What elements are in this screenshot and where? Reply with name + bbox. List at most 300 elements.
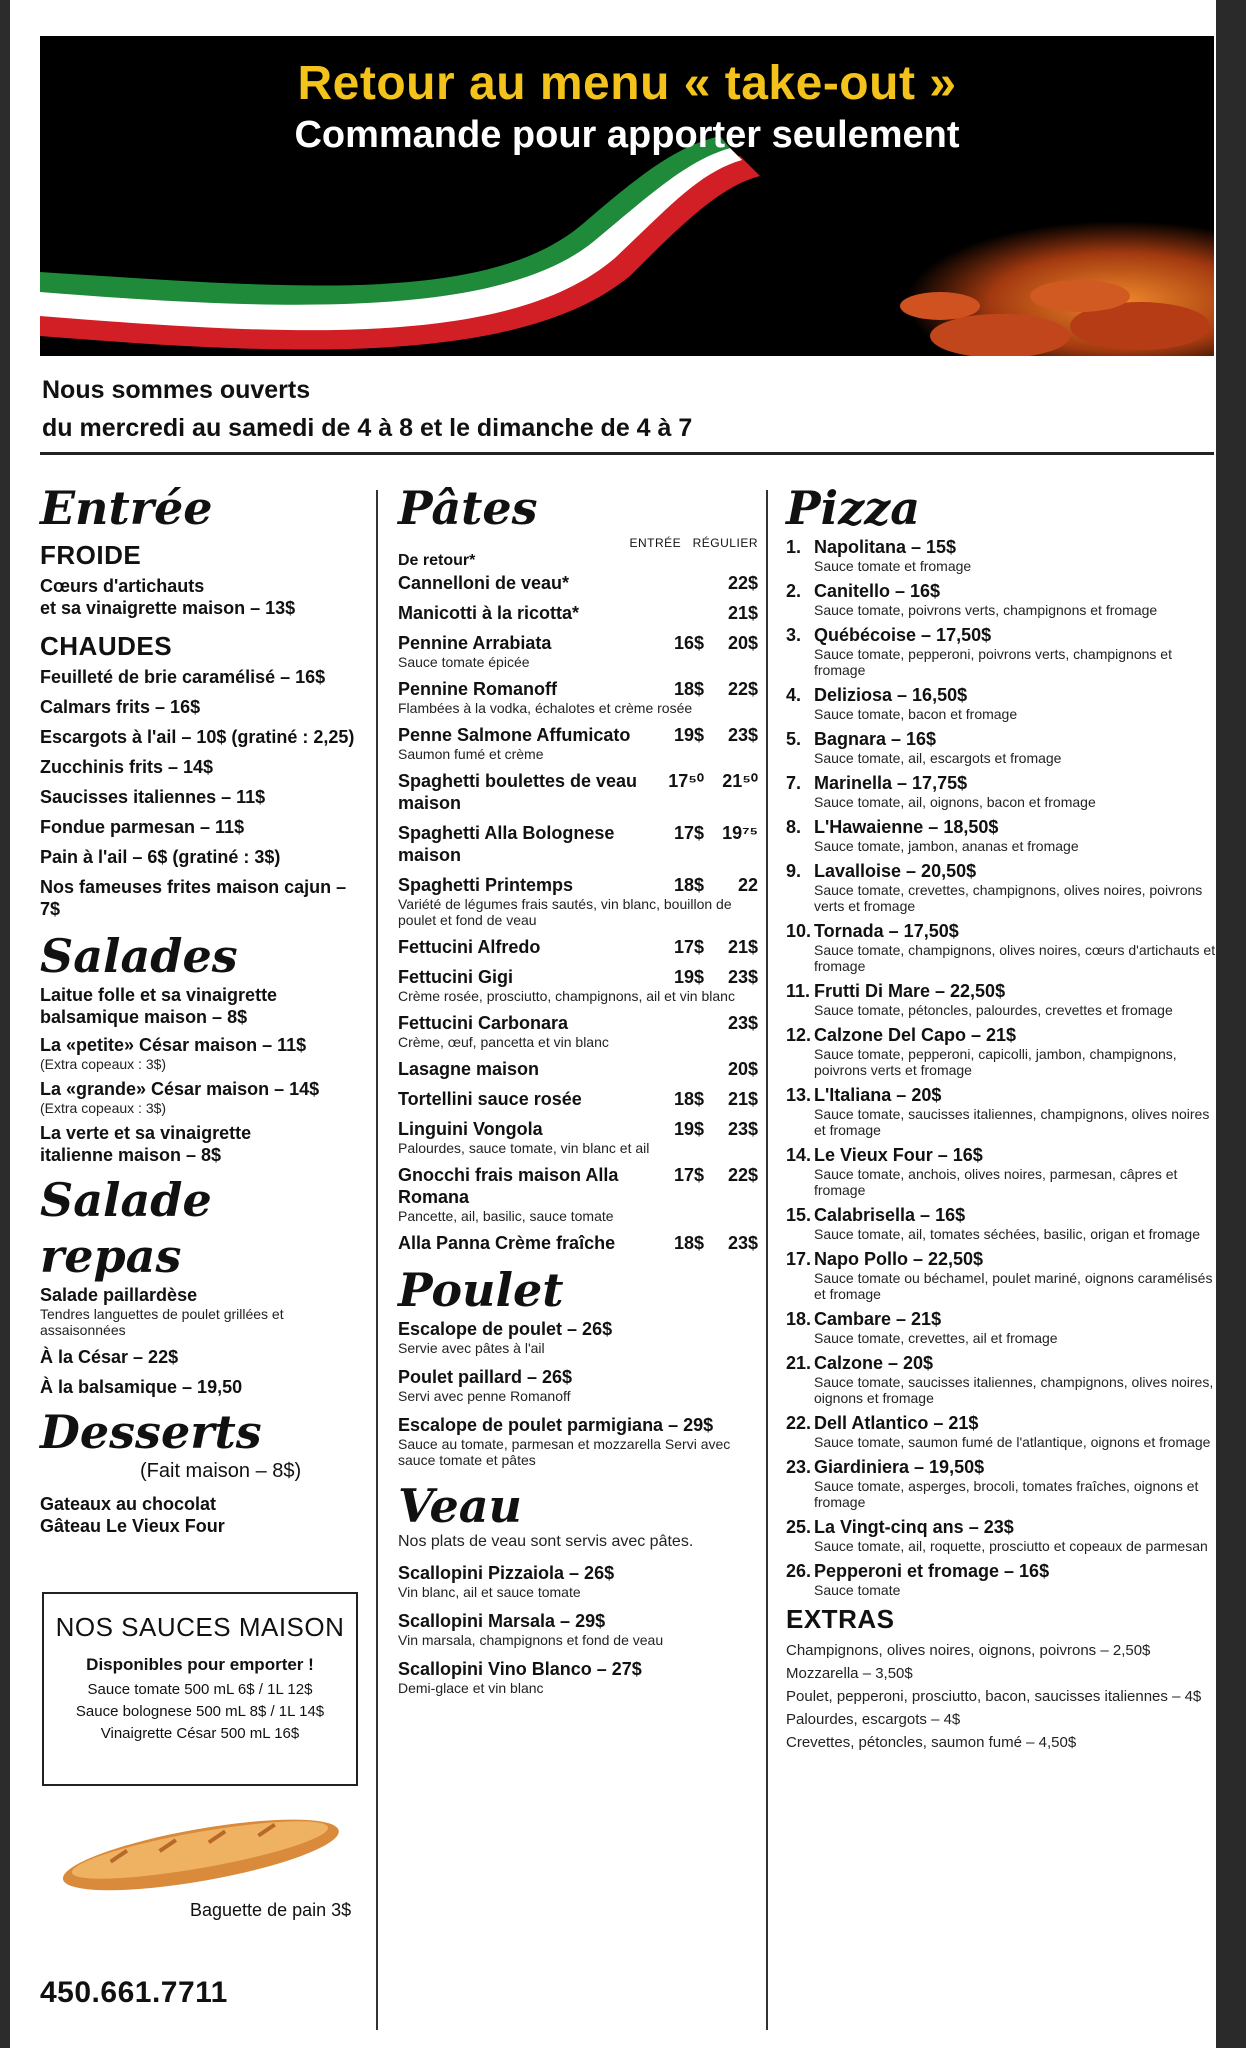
price-entree: 17$ xyxy=(673,1165,704,1185)
poulet-item-name: Escalope de poulet parmigiana – 29$ xyxy=(398,1415,714,1435)
price-entree: 16$ xyxy=(673,633,704,653)
pasta-row xyxy=(398,678,758,700)
menu-item: Gâteau Le Vieux Four xyxy=(40,1516,225,1536)
pasta-row xyxy=(398,602,758,624)
pasta-item xyxy=(398,966,758,1004)
pasta-description: Crème rosée, prosciutto, champignons, ail et vin blanc xyxy=(398,988,735,1004)
price-regulier: 22$ xyxy=(727,573,758,593)
pasta-name: Spaghetti boulettes de veau maison xyxy=(398,771,638,813)
pasta-item xyxy=(398,1164,758,1224)
pizza-body xyxy=(814,624,1216,678)
pizza-description: Sauce tomate, saumon fumé de l'atlantique, oignons et fromage xyxy=(814,1434,1211,1450)
pizza-body xyxy=(814,772,1216,810)
pizza-name: Canitello – 16$ xyxy=(814,581,941,601)
pasta-row xyxy=(398,874,758,896)
column-right xyxy=(786,480,1216,1754)
menu-item: Nos fameuses frites maison cajun – 7$ xyxy=(40,877,347,919)
pizza-description: Sauce tomate, saucisses italiennes, champignons, olives noires, oignons et fromage xyxy=(814,1374,1214,1406)
pizza-item xyxy=(786,1024,1216,1078)
section-title-pates: Pâtes xyxy=(398,481,538,535)
pasta-row xyxy=(398,822,758,866)
pizza-name: Le Vieux Four – 16$ xyxy=(814,1145,983,1165)
veau-item-description: Vin marsala, champignons et fond de veau xyxy=(398,1632,664,1648)
pasta-row xyxy=(398,1118,758,1140)
subsection-chaudes: CHAUDES xyxy=(40,631,173,661)
veau-item xyxy=(398,1658,758,1696)
pizza-body xyxy=(814,1560,1216,1598)
pizza-description: Sauce tomate, pepperoni, poivrons verts, champignons et fromage xyxy=(814,646,1172,678)
pizza-body xyxy=(814,684,1216,722)
price-entree: 18$ xyxy=(673,1233,704,1253)
pasta-item xyxy=(398,678,758,716)
menu-item: À la balsamique – 19,50 xyxy=(40,1377,243,1397)
pasta-row xyxy=(398,770,758,814)
pasta-row xyxy=(398,966,758,988)
pizza-body xyxy=(814,536,1216,574)
pasta-item xyxy=(398,1232,758,1254)
section-title-salades: Salades xyxy=(40,929,238,983)
baguette-image xyxy=(50,1800,350,1900)
pizza-item xyxy=(786,728,1216,766)
pasta-row xyxy=(398,572,758,594)
menu-item: balsamique maison – 8$ xyxy=(40,1007,248,1027)
pasta-item xyxy=(398,770,758,814)
veau-item-description: Vin blanc, ail et sauce tomate xyxy=(398,1584,581,1600)
pizza-list xyxy=(786,536,1216,1598)
pasta-item xyxy=(398,572,758,594)
price-entree: 19$ xyxy=(673,967,704,987)
pizza-body xyxy=(814,1308,1216,1346)
pizza-item xyxy=(786,860,1216,914)
pizza-item xyxy=(786,1516,1216,1554)
pasta-description: Crème, œuf, pancetta et vin blanc xyxy=(398,1034,609,1050)
pizza-description: Sauce tomate, bacon et fromage xyxy=(814,706,1018,722)
pizza-item xyxy=(786,1352,1216,1406)
price-regulier: 23$ xyxy=(727,967,758,987)
pasta-row xyxy=(398,936,758,958)
section-title-salade-repas: Salade repas xyxy=(40,1173,212,1283)
col-entree: ENTRÉE xyxy=(629,536,682,550)
pizza-name: Calabrisella – 16$ xyxy=(814,1205,966,1225)
pasta-list xyxy=(398,572,758,1254)
poulet-list xyxy=(398,1318,758,1468)
extras-list xyxy=(786,1639,1216,1754)
pizza-body xyxy=(814,1204,1216,1242)
pizza-name: Deliziosa – 16,50$ xyxy=(814,685,968,705)
menu-item: Fondue parmesan – 11$ xyxy=(40,817,245,837)
menu-item: La «petite» César maison – 11$ xyxy=(40,1035,307,1055)
pasta-name: Gnocchi frais maison Alla Romana xyxy=(398,1165,619,1207)
pasta-name: Penne Salmone Affumicato xyxy=(398,725,631,745)
pizza-number: 4. xyxy=(786,685,802,705)
pizza-body xyxy=(814,580,1216,618)
pasta-item xyxy=(398,602,758,624)
pizza-description: Sauce tomate, ail, oignons, bacon et fromage xyxy=(814,794,1096,810)
baguette-label: Baguette de pain 3$ xyxy=(190,1900,352,1920)
pizza-body xyxy=(814,1352,1216,1406)
pizza-body xyxy=(814,1084,1216,1138)
menu-item: Gateaux au chocolat xyxy=(40,1494,217,1514)
right-border xyxy=(1216,0,1246,2048)
column-middle xyxy=(398,480,758,1706)
price-entree: 19$ xyxy=(673,1119,704,1139)
section-title-entree: Entrée xyxy=(40,481,213,535)
subsection-froide: FROIDE xyxy=(40,540,142,570)
pizza-item xyxy=(786,1456,1216,1510)
sauces-title: NOS SAUCES MAISON xyxy=(55,1612,345,1642)
pizza-name: Marinella – 17,75$ xyxy=(814,773,968,793)
price-entree: 18$ xyxy=(673,679,704,699)
pasta-prices xyxy=(650,1118,758,1140)
pizza-item xyxy=(786,920,1216,974)
pizza-item xyxy=(786,624,1216,678)
pizza-name: L'Hawaienne – 18,50$ xyxy=(814,817,999,837)
pizza-item xyxy=(786,536,1216,574)
menu-item: La verte et sa vinaigrette xyxy=(40,1123,252,1143)
pizza-name: Giardiniera – 19,50$ xyxy=(814,1457,985,1477)
pizza-description: Sauce tomate, ail, tomates séchées, basilic, origan et fromage xyxy=(814,1226,1200,1242)
pizza-number: 10. xyxy=(786,921,812,941)
price-entree xyxy=(650,572,704,594)
extra-item: Poulet, pepperoni, prosciutto, bacon, saucisses italiennes – 4$ xyxy=(786,1688,1202,1705)
pizza-item xyxy=(786,684,1216,722)
pasta-row xyxy=(398,724,758,746)
pasta-prices xyxy=(650,1232,758,1254)
pasta-row xyxy=(398,1232,758,1254)
section-title-veau: Veau xyxy=(398,1479,522,1533)
de-retour-note: De retour* xyxy=(398,552,476,569)
price-regulier: 21$ xyxy=(727,1089,758,1109)
pizza-name: Calzone – 20$ xyxy=(814,1353,934,1373)
pasta-prices xyxy=(650,966,758,988)
price-regulier: 22$ xyxy=(727,679,758,699)
menu-item: À la César – 22$ xyxy=(40,1347,179,1367)
pasta-prices xyxy=(650,770,758,792)
pizza-item xyxy=(786,1084,1216,1138)
pizza-body xyxy=(814,980,1216,1018)
pizza-description: Sauce tomate, anchois, olives noires, parmesan, câpres et fromage xyxy=(814,1166,1178,1198)
pasta-item xyxy=(398,1058,758,1080)
pasta-name: Pennine Romanoff xyxy=(398,679,558,699)
pizza-number: 18. xyxy=(786,1309,812,1329)
menu-item: Saucisses italiennes – 11$ xyxy=(40,787,266,807)
section-title-desserts: Desserts xyxy=(40,1405,262,1459)
pizza-body xyxy=(814,1024,1216,1078)
price-regulier: 19⁷⁵ xyxy=(722,823,758,843)
pizza-item xyxy=(786,980,1216,1018)
price-regulier: 23$ xyxy=(727,1119,758,1139)
item-description: Tendres languettes de poulet grillées et assaisonnées xyxy=(40,1306,284,1338)
poulet-item-description: Servie avec pâtes à l'ail xyxy=(398,1340,545,1356)
pizza-description: Sauce tomate, ail, roquette, prosciutto et copeaux de parmesan xyxy=(814,1538,1208,1554)
pizza-body xyxy=(814,860,1216,914)
section-title-poulet: Poulet xyxy=(398,1263,564,1317)
veau-list xyxy=(398,1562,758,1696)
veau-item-name: Scallopini Marsala – 29$ xyxy=(398,1611,606,1631)
pizza-number: 14. xyxy=(786,1145,812,1165)
pasta-prices xyxy=(650,724,758,746)
veau-note: Nos plats de veau sont servis avec pâtes. xyxy=(398,1533,694,1550)
pasta-row xyxy=(398,632,758,654)
pasta-prices xyxy=(650,572,758,594)
pizza-item xyxy=(786,580,1216,618)
pasta-description: Pancette, ail, basilic, sauce tomate xyxy=(398,1208,614,1224)
pizza-body xyxy=(814,1456,1216,1510)
pasta-name: Cannelloni de veau* xyxy=(398,573,570,593)
pizza-body xyxy=(814,1412,1216,1450)
pasta-row xyxy=(398,1164,758,1208)
pasta-name: Spaghetti Alla Bolognese maison xyxy=(398,823,615,865)
pasta-name: Tortellini sauce rosée xyxy=(398,1089,582,1109)
price-entree: 19$ xyxy=(673,725,704,745)
pizza-number: 5. xyxy=(786,729,802,749)
price-entree: 18$ xyxy=(673,1089,704,1109)
pizza-name: Frutti Di Mare – 22,50$ xyxy=(814,981,1006,1001)
pasta-name: Fettucini Alfredo xyxy=(398,937,541,957)
sauces-box xyxy=(42,1592,358,1786)
poulet-item xyxy=(398,1366,758,1404)
extra-item: Palourdes, escargots – 4$ xyxy=(786,1711,961,1728)
pizza-name: Dell Atlantico – 21$ xyxy=(814,1413,979,1433)
menu-item: Zucchinis frits – 14$ xyxy=(40,757,214,777)
pizza-name: Cambare – 21$ xyxy=(814,1309,942,1329)
menu-item: Salade paillardèse xyxy=(40,1285,198,1305)
pasta-name: Manicotti à la ricotta* xyxy=(398,603,580,623)
pizza-number: 22. xyxy=(786,1413,812,1433)
menu-item: Cœurs d'artichauts xyxy=(40,576,205,596)
pasta-prices xyxy=(650,822,758,844)
pasta-prices xyxy=(650,678,758,700)
pasta-description: Variété de légumes frais sautés, vin blanc, bouillon de poulet et fond de veau xyxy=(398,896,732,928)
pizza-name: Pepperoni et fromage – 16$ xyxy=(814,1561,1050,1581)
pasta-description: Saumon fumé et crème xyxy=(398,746,544,762)
phone-number: 450.661.7711 xyxy=(40,1976,228,2009)
pizza-item xyxy=(786,1412,1216,1450)
banner-subtitle: Commande pour apporter seulement xyxy=(294,114,960,156)
pasta-item xyxy=(398,724,758,762)
pasta-name: Alla Panna Crème fraîche xyxy=(398,1233,616,1253)
header-banner xyxy=(40,36,1214,456)
hours-line-2: du mercredi au samedi de 4 à 8 et le dimanche de 4 à 7 xyxy=(42,414,693,442)
pizza-name: Napolitana – 15$ xyxy=(814,537,957,557)
pizza-number: 9. xyxy=(786,861,802,881)
poulet-item-name: Poulet paillard – 26$ xyxy=(398,1367,573,1387)
price-regulier: 22$ xyxy=(727,1165,758,1185)
pizza-name: Québécoise – 17,50$ xyxy=(814,625,992,645)
price-regulier: 21⁵⁰ xyxy=(722,771,758,791)
pasta-prices xyxy=(650,1012,758,1034)
pizza-name: Lavalloise – 20,50$ xyxy=(814,861,977,881)
pizza-body xyxy=(814,1144,1216,1198)
pizza-number: 15. xyxy=(786,1205,812,1225)
pasta-name: Fettucini Carbonara xyxy=(398,1013,569,1033)
pizza-number: 21. xyxy=(786,1353,812,1373)
pizza-name: L'Italiana – 20$ xyxy=(814,1085,942,1105)
pizza-number: 26. xyxy=(786,1561,812,1581)
pizza-number: 25. xyxy=(786,1517,812,1537)
veau-item-name: Scallopini Pizzaiola – 26$ xyxy=(398,1563,615,1583)
veau-item xyxy=(398,1562,758,1600)
pizza-name: Tornada – 17,50$ xyxy=(814,921,959,941)
pasta-name: Linguini Vongola xyxy=(398,1119,543,1139)
pizza-number: 12. xyxy=(786,1025,812,1045)
poulet-item-description: Sauce au tomate, parmesan et mozzarella Servi avec sauce tomate et pâtes xyxy=(398,1436,731,1468)
poulet-item-name: Escalope de poulet – 26$ xyxy=(398,1319,613,1339)
price-regulier: 22 xyxy=(737,875,758,895)
pizza-item xyxy=(786,1560,1216,1598)
pasta-row xyxy=(398,1088,758,1110)
menu-item: Calmars frits – 16$ xyxy=(40,697,201,717)
pizza-name: Bagnara – 16$ xyxy=(814,729,937,749)
pizza-body xyxy=(814,1516,1216,1554)
poulet-item xyxy=(398,1414,758,1468)
pasta-row xyxy=(398,1012,758,1034)
price-regulier: 23$ xyxy=(727,725,758,745)
hours-line-1: Nous sommes ouverts xyxy=(42,376,311,404)
pizza-name: La Vingt-cinq ans – 23$ xyxy=(814,1517,1014,1537)
pizza-item xyxy=(786,1204,1216,1242)
pizza-number: 3. xyxy=(786,625,802,645)
left-border xyxy=(0,0,10,2048)
poulet-item xyxy=(398,1318,758,1356)
pizza-number: 23. xyxy=(786,1457,812,1477)
divider xyxy=(40,452,1214,455)
pasta-name: Pennine Arrabiata xyxy=(398,633,552,653)
column-left xyxy=(40,480,360,1537)
price-regulier: 23$ xyxy=(727,1013,758,1033)
menu-item: Escargots à l'ail – 10$ (gratiné : 2,25) xyxy=(40,727,355,747)
price-columns-header xyxy=(398,536,758,550)
price-regulier: 20$ xyxy=(727,1059,758,1079)
pasta-item xyxy=(398,1012,758,1050)
item-note: (Extra copeaux : 3$) xyxy=(40,1100,167,1116)
pizza-name: Napo Pollo – 22,50$ xyxy=(814,1249,984,1269)
pizza-description: Sauce tomate ou béchamel, poulet mariné, oignons caramélisés et fromage xyxy=(814,1270,1213,1302)
sauce-line: Sauce bolognese 500 mL 8$ / 1L 14$ xyxy=(75,1703,325,1720)
pizza-description: Sauce tomate et fromage xyxy=(814,558,972,574)
pizza-number: 2. xyxy=(786,581,802,601)
pasta-name: Spaghetti Printemps xyxy=(398,875,574,895)
pizza-item xyxy=(786,772,1216,810)
pasta-description: Palourdes, sauce tomate, vin blanc et ail xyxy=(398,1140,650,1156)
price-regulier: 23$ xyxy=(727,1233,758,1253)
pizza-number: 13. xyxy=(786,1085,812,1105)
pizza-number: 17. xyxy=(786,1249,812,1269)
pasta-prices xyxy=(650,874,758,896)
extras-title: EXTRAS xyxy=(786,1604,895,1634)
price-entree: 17$ xyxy=(673,937,704,957)
pasta-prices xyxy=(650,602,758,624)
price-regulier: 21$ xyxy=(727,937,758,957)
pasta-item xyxy=(398,822,758,866)
pizza-body xyxy=(814,816,1216,854)
price-regulier: 21$ xyxy=(727,603,758,623)
pizza-number: 7. xyxy=(786,773,802,793)
sauces-subtitle: Disponibles pour emporter ! xyxy=(86,1655,314,1674)
pasta-name: Fettucini Gigi xyxy=(398,967,513,987)
pizza-description: Sauce tomate, pétoncles, palourdes, crevettes et fromage xyxy=(814,1002,1173,1018)
sauce-line: Vinaigrette César 500 mL 16$ xyxy=(100,1725,300,1742)
pizza-description: Sauce tomate, ail, escargots et fromage xyxy=(814,750,1062,766)
section-title-pizza: Pizza xyxy=(786,481,921,535)
veau-item-description: Demi-glace et vin blanc xyxy=(398,1680,544,1696)
item-note: (Extra copeaux : 3$) xyxy=(40,1056,167,1072)
menu-item: Laitue folle et sa vinaigrette xyxy=(40,985,278,1005)
col-regulier: RÉGULIER xyxy=(692,536,758,550)
banner-title: Retour au menu « take-out » xyxy=(297,57,957,110)
pizza-description: Sauce tomate, crevettes, ail et fromage xyxy=(814,1330,1058,1346)
pizza-name: Calzone Del Capo – 21$ xyxy=(814,1025,1017,1045)
pasta-prices xyxy=(650,1058,758,1080)
pasta-description: Sauce tomate épicée xyxy=(398,654,530,670)
price-regulier: 20$ xyxy=(727,633,758,653)
pasta-prices xyxy=(650,936,758,958)
price-entree: 18$ xyxy=(673,875,704,895)
pasta-name: Lasagne maison xyxy=(398,1059,540,1079)
pizza-description: Sauce tomate, saucisses italiennes, champignons, olives noires et fromage xyxy=(814,1106,1210,1138)
pizza-description: Sauce tomate, pepperoni, capicolli, jambon, champignons, poivrons verts et fromage xyxy=(814,1046,1177,1078)
pizza-item xyxy=(786,1308,1216,1346)
pizza-description: Sauce tomate, champignons, olives noires, cœurs d'artichauts et fromage xyxy=(814,942,1216,974)
column-divider xyxy=(766,490,768,2030)
pizza-body xyxy=(814,728,1216,766)
pizza-body xyxy=(814,920,1216,974)
pasta-item xyxy=(398,1088,758,1110)
pasta-item xyxy=(398,936,758,958)
price-entree xyxy=(650,602,704,624)
extra-item: Champignons, olives noires, oignons, poivrons – 2,50$ xyxy=(786,1642,1151,1659)
pizza-body xyxy=(814,1248,1216,1302)
pizza-description: Sauce tomate, jambon, ananas et fromage xyxy=(814,838,1079,854)
pasta-prices xyxy=(650,1088,758,1110)
extra-item: Mozzarella – 3,50$ xyxy=(786,1665,913,1682)
veau-item xyxy=(398,1610,758,1648)
pizza-item xyxy=(786,1144,1216,1198)
veau-item-name: Scallopini Vino Blanco – 27$ xyxy=(398,1659,642,1679)
extra-item: Crevettes, pétoncles, saumon fumé – 4,50$ xyxy=(786,1734,1077,1751)
pizza-description: Sauce tomate, poivrons verts, champignons et fromage xyxy=(814,602,1158,618)
pasta-item xyxy=(398,1118,758,1156)
pasta-prices xyxy=(650,1164,758,1186)
pizza-number: 1. xyxy=(786,537,802,557)
price-entree xyxy=(650,1058,704,1080)
pasta-item xyxy=(398,874,758,928)
price-entree: 17$ xyxy=(673,823,704,843)
pizza-number: 8. xyxy=(786,817,802,837)
menu-item: Feuilleté de brie caramélisé – 16$ xyxy=(40,667,326,687)
pasta-row xyxy=(398,1058,758,1080)
pizza-item xyxy=(786,816,1216,854)
pizza-description: Sauce tomate, asperges, brocoli, tomates fraîches, oignons et fromage xyxy=(814,1478,1199,1510)
price-entree xyxy=(650,1012,704,1034)
menu-item: Pain à l'ail – 6$ (gratiné : 3$) xyxy=(40,847,281,867)
pizza-description: Sauce tomate, crevettes, champignons, olives noires, poivrons verts et fromage xyxy=(814,882,1203,914)
column-divider xyxy=(376,490,378,2030)
price-entree: 17⁵⁰ xyxy=(668,771,704,791)
poulet-item-description: Servi avec penne Romanoff xyxy=(398,1388,571,1404)
menu-item: italienne maison – 8$ xyxy=(40,1145,222,1165)
menu-item: et sa vinaigrette maison – 13$ xyxy=(40,598,296,618)
desserts-note: (Fait maison – 8$) xyxy=(140,1460,302,1482)
pasta-prices xyxy=(650,632,758,654)
sauce-line: Sauce tomate 500 mL 6$ / 1L 12$ xyxy=(87,1681,313,1698)
pasta-description: Flambées à la vodka, échalotes et crème rosée xyxy=(398,700,693,716)
menu-item: La «grande» César maison – 14$ xyxy=(40,1079,320,1099)
pizza-description: Sauce tomate xyxy=(814,1582,901,1598)
pizza-number: 11. xyxy=(786,981,811,1001)
pasta-item xyxy=(398,632,758,670)
pizza-item xyxy=(786,1248,1216,1302)
